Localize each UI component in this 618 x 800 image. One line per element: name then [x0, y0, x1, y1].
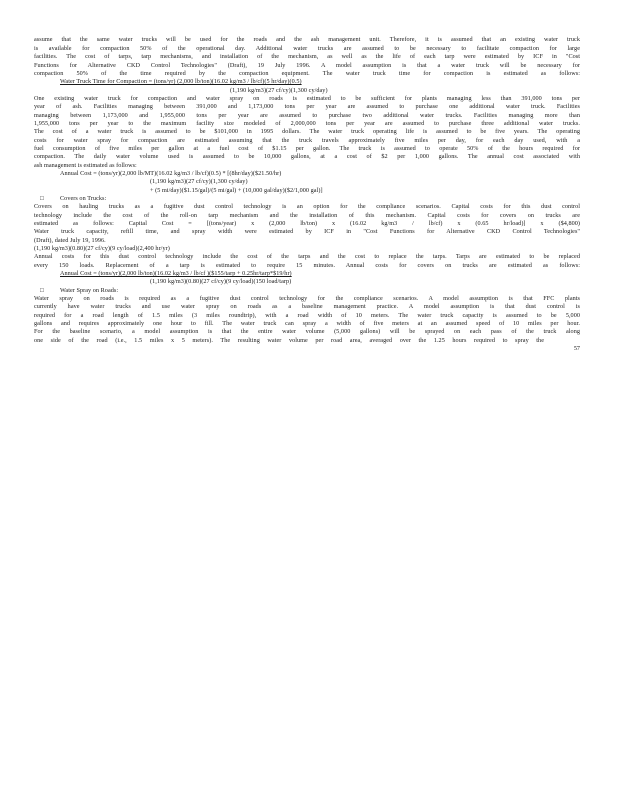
section-heading: Water Spray on Roads:	[60, 287, 119, 294]
formula-continuation: + (5 mi/day)($1.15/gal)/(5 mi/gal) + (10,000 gal/day)($2/1,000 gal)]	[150, 187, 323, 194]
text-line: every 150 loads. Replacement of a tarp is estimated to require 15 minutes. Annual costs for covers on trucks are estimated as follows:	[34, 262, 580, 269]
text-line: ash management is estimated as follows:	[34, 162, 137, 169]
text-line: one side of the road (i.e., 1.5 miles x 5 meters). The resulting water volume per road area, averaged over the 1.25 hours required to spray the	[34, 337, 544, 344]
text-line: compaction. The daily water volume used is assumed to be 10,000 gallons, at a cost of $2 per 1,000 gallons. The annual cost associated with	[34, 153, 580, 160]
text-line: The cost of a water truck is assumed to be $101,000 in 1995 dollars. The water truck operating life is assumed to be five years. The operating	[34, 128, 580, 135]
text-line: Water spray on roads is required as a fugitive dust control technology for the compliance scenarios. A model assumption is that FFC plants	[34, 295, 580, 302]
text-line: compaction 50% of the time required by the compaction equipment. The water truck time for compaction is estimated as follows:	[34, 70, 580, 77]
text-line: year of ash. Facilities managing between 391,000 and 1,173,000 tons per year are assumed to purchase one additional water truck. Facilities	[34, 103, 580, 110]
formula-denominator: (1,190 kg/m3)(27 cf/cy)(1,300 cy/day)	[150, 178, 248, 185]
text-line: Annual costs for this dust control technology include the cost of the tarps and the cost to replace the tarps. Tarps are estimated to be replaced	[34, 253, 580, 260]
formula-numerator: Annual Cost = (tons/yr)(2,000 lb/ton)(16.02 kg/m3 / lb/cf )($155/tarp + 0.25hr/tarp*$19/hr)	[60, 270, 292, 277]
formula-numerator: Annual Cost = (tons/yr)(2,000 lb/MT)(16.02 kg/m3 / lb/cf)(0.5) * [(8hr/day)($21.50/hr)	[60, 170, 282, 177]
text-line: estimated as follows: Capital Cost = [(tons/year) x (2,000 lb/ton) x (16.02 kg/m3 / lb/cf) x (0.65 hr/load)] x ($4,800)	[34, 220, 580, 227]
text-line: gallons and requires approximately one hour to fill. The water truck can spray a width of five meters at an assumed speed of 10 miles per hour.	[34, 320, 580, 327]
text-line: (Draft), dated July 19, 1996.	[34, 237, 106, 244]
formula-numerator: Water Truck Time for Compaction = (tons/yr) (2,000 lb/ton)(16.02 kg/m3 / lb/cf)(5 hr/day)(0.5)	[60, 78, 302, 85]
text-line: currently have water trucks and use water spray on roads as a baseline management practice. A model assumption is that dust control is	[34, 303, 580, 310]
formula-denominator: (1,190 kg/m3)(0.80)(27 cf/cy)(9 cy/load)(2,400 hr/yr)	[34, 245, 170, 252]
text-line: technology include the cost of the roll-on tarp mechanism and the installation of this mechanism. Capital costs for covers on trucks are	[34, 212, 580, 219]
text-line: For the baseline scenario, a model assumption is that the entire water volume (5,000 gallons) will be sprayed on each pass of the truck along	[34, 328, 580, 335]
text-line: assume that the same water trucks will be used for the roads and the ash management unit. Therefore, it is assumed that an existing water truck	[34, 36, 580, 43]
bullet-icon: □	[40, 195, 44, 202]
formula-denominator: (1,190 kg/m3)(0.80)(27 cf/cy)(9 cy/load)(150 load/tarp)	[150, 278, 292, 285]
formula-denominator: (1,190 kg/m3)(27 cf/cy)(1,300 cy/day)	[230, 87, 328, 94]
text-line: managing between 1,173,000 and 1,955,000 tons per year are assumed to purchase two additional water trucks. Facilities managing more than	[34, 112, 580, 119]
text-line: costs for water spray for compaction are estimated assuming that the truck travels approximately five miles per day, for each day used, with a	[34, 137, 580, 144]
page-number: 57	[573, 345, 580, 352]
bullet-icon: □	[40, 287, 44, 294]
text-line: Water truck capacity, refill time, and spray width were estimated by ICF in "Cost Functions for Alternative CKD Control Technologies"	[34, 228, 580, 235]
text-line: fuel consumption of five miles per gallon at a fuel cost of $1.15 per gallon. The truck is assumed to operate 50% of the hours required for	[34, 145, 580, 152]
text-line: 1,955,000 tons per year to the maximum facility size modeled of 2,000,000 tons per year are assumed to purchase three additional water trucks.	[34, 120, 580, 127]
text-line: required for a road length of 1.5 miles (3 miles roundtrip), with a road width of 10 meters. The water truck capacity is assumed to be 5,000	[34, 312, 580, 319]
text-line: is available for compaction 50% of the operational day. Additional water trucks are assumed to be necessary to facilitate compaction for large	[34, 45, 580, 52]
section-heading: Covers on Trucks:	[60, 195, 107, 202]
text-line: One existing water truck for compaction and water spray on roads is estimated to be sufficient for plants managing less than 391,000 tons per	[34, 95, 580, 102]
text-line: Covers on hauling trucks as a fugitive dust control technology is an option for the compliance scenarios. Capital costs for this dust control	[34, 203, 580, 210]
text-line: facilities. The cost of tarps, tarp mechanisms, and installation of the mechanism, as well as the life of each tarp were estimated by ICF in "Cost	[34, 53, 580, 60]
text-line: Functions for Alternative CKD Control Technologies" (Draft), 19 July 1996. A model assumption is that a water truck will be necessary for	[34, 62, 580, 69]
